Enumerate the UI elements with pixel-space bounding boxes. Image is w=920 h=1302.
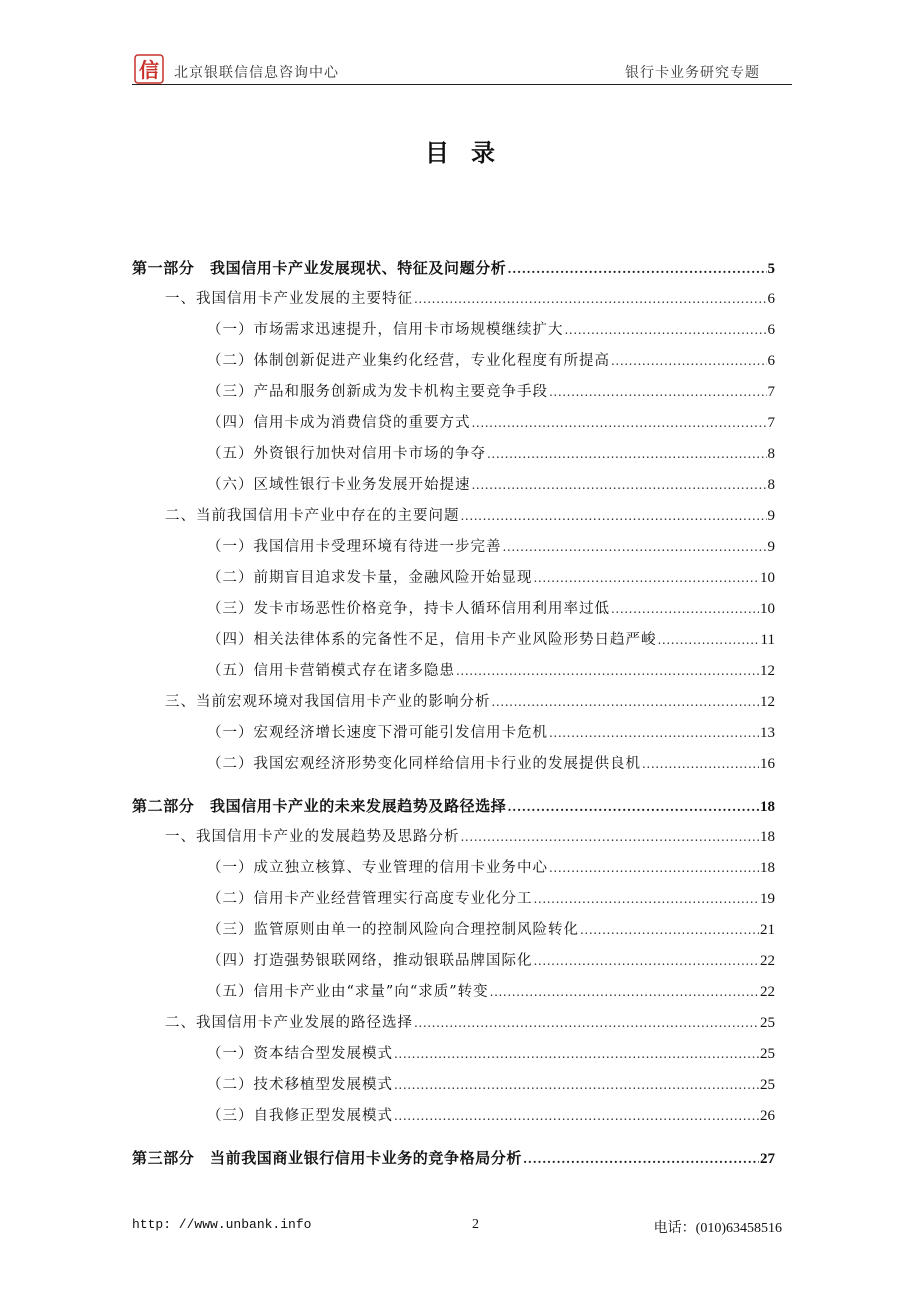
toc-entry-title: （二）体制创新促进产业集约化经营，专业化程度有所提高	[207, 353, 610, 369]
toc-dot-leader	[549, 718, 759, 749]
footer-page-number: 2	[472, 1217, 479, 1232]
toc-entry-page: 7	[767, 415, 775, 431]
toc-entry-page: 6	[767, 353, 775, 369]
toc-entry-title: （四）打造强势银联网络，推动银联品牌国际化	[207, 953, 533, 969]
toc-dot-leader	[472, 408, 767, 439]
toc-entry-sub[interactable]	[132, 915, 775, 946]
toc-entry-page: 18	[760, 860, 775, 876]
toc-entry-part[interactable]	[132, 1142, 775, 1174]
toc-entry-sub[interactable]	[132, 532, 775, 563]
page-title: 目录	[425, 138, 517, 167]
toc-dot-leader	[414, 284, 767, 315]
toc-dot-leader	[490, 977, 759, 1008]
toc-entry-title: （五）外资银行加快对信用卡市场的争夺	[207, 446, 486, 462]
toc-dot-leader	[507, 791, 759, 823]
footer-phone: 电话：(010)63458516	[653, 1221, 782, 1236]
toc-entry-title: 第一部分 我国信用卡产业发展现状、特征及问题分析	[132, 259, 507, 277]
toc-entry-sub[interactable]	[132, 946, 775, 977]
toc-entry-title: 一、我国信用卡产业的发展趋势及思路分析	[165, 829, 460, 845]
toc-entry-title: （三）自我修正型发展模式	[207, 1108, 393, 1124]
toc-entry-page: 18	[760, 799, 775, 815]
toc-entry-page: 16	[760, 756, 775, 772]
toc-entry-title: （一）宏观经济增长速度下滑可能引发信用卡危机	[207, 725, 548, 741]
toc-entry-sec[interactable]	[132, 501, 775, 532]
toc-entry-page: 22	[760, 984, 775, 1000]
toc-entry-page: 6	[767, 322, 775, 338]
toc-dot-leader	[549, 853, 759, 884]
toc-entry-part[interactable]	[132, 790, 775, 822]
toc-entry-title: （二）技术移植型发展模式	[207, 1077, 393, 1093]
toc-dot-leader	[549, 377, 767, 408]
toc-entry-page: 18	[760, 829, 775, 845]
toc-dot-leader	[487, 439, 767, 470]
toc-entry-title: 一、我国信用卡产业发展的主要特征	[165, 291, 413, 307]
toc-entry-page: 12	[760, 663, 775, 679]
toc-entry-sub[interactable]	[132, 594, 775, 625]
toc-entry-title: 三、当前宏观环境对我国信用卡产业的影响分析	[165, 694, 491, 710]
toc-entry-title: （二）前期盲目追求发卡量，金融风险开始显现	[207, 570, 533, 586]
toc-entry-page: 10	[760, 601, 775, 617]
toc-entry-page: 26	[760, 1108, 775, 1124]
toc-entry-page: 22	[760, 953, 775, 969]
toc-entry-title: （五）信用卡营销模式存在诸多隐患	[207, 663, 455, 679]
toc-entry-sub[interactable]	[132, 749, 775, 780]
toc-entry-sec[interactable]	[132, 687, 775, 718]
toc-dot-leader	[394, 1039, 759, 1070]
toc-entry-title: 第二部分 我国信用卡产业的未来发展趋势及路径选择	[132, 797, 507, 815]
toc-entry-title: （六）区域性银行卡业务发展开始提速	[207, 477, 471, 493]
toc-entry-page: 27	[760, 1151, 775, 1167]
toc-dot-leader	[414, 1008, 759, 1039]
toc-entry-title: （四）相关法律体系的完备性不足，信用卡产业风险形势日趋严峻	[207, 632, 657, 648]
toc-entry-page: 13	[760, 725, 775, 741]
toc-entry-sub[interactable]	[132, 563, 775, 594]
toc-dot-leader	[461, 501, 767, 532]
toc-entry-title: （三）产品和服务创新成为发卡机构主要竞争手段	[207, 384, 548, 400]
toc-dot-leader	[611, 594, 759, 625]
toc-entry-title: 第三部分 当前我国商业银行信用卡业务的竞争格局分析	[132, 1149, 523, 1167]
toc-entry-page: 9	[767, 508, 775, 524]
toc-dot-leader	[534, 884, 760, 915]
toc-entry-sub[interactable]	[132, 408, 775, 439]
toc-dot-leader	[394, 1070, 759, 1101]
org-name: 北京银联信信息咨询中心	[174, 65, 339, 81]
toc-entry-title: （五）信用卡产业由“求量”向“求质”转变	[207, 984, 489, 1000]
toc-entry-sub[interactable]	[132, 625, 775, 656]
toc-entry-page: 19	[760, 891, 775, 907]
toc-dot-leader	[394, 1101, 759, 1132]
toc-entry-part[interactable]	[132, 252, 775, 284]
toc-entry-sub[interactable]	[132, 1070, 775, 1101]
toc-entry-page: 10	[760, 570, 775, 586]
toc-dot-leader	[611, 346, 767, 377]
toc-entry-sub[interactable]	[132, 377, 775, 408]
toc-entry-sub[interactable]	[132, 315, 775, 346]
toc-entry-page: 6	[767, 291, 775, 307]
toc-entry-title: 二、当前我国信用卡产业中存在的主要问题	[165, 508, 460, 524]
toc-entry-sub[interactable]	[132, 977, 775, 1008]
toc-entry-sub[interactable]	[132, 1039, 775, 1070]
toc-entry-page: 8	[767, 446, 775, 462]
toc-dot-leader	[658, 625, 760, 656]
toc-entry-sub[interactable]	[132, 470, 775, 501]
toc-entry-page: 7	[767, 384, 775, 400]
toc-dot-leader	[507, 253, 766, 285]
toc-entry-sub[interactable]	[132, 1101, 775, 1132]
toc-entry-title: （一）我国信用卡受理环境有待进一步完善	[207, 539, 502, 555]
toc-dot-leader	[492, 687, 760, 718]
unbank-logo-icon	[134, 54, 164, 84]
toc-entry-title: （四）信用卡成为消费信贷的重要方式	[207, 415, 471, 431]
report-topic: 银行卡业务研究专题	[625, 65, 760, 81]
toc-entry-sec[interactable]	[132, 822, 775, 853]
toc-entry-title: （二）我国宏观经济形势变化同样给信用卡行业的发展提供良机	[207, 756, 641, 772]
toc-entry-page: 25	[760, 1015, 775, 1031]
toc-entry-sub[interactable]	[132, 853, 775, 884]
toc-dot-leader	[534, 946, 760, 977]
toc-dot-leader	[503, 532, 767, 563]
table-of-contents	[132, 252, 775, 1174]
toc-part-gap	[132, 1132, 775, 1142]
toc-entry-title: （一）成立独立核算、专业管理的信用卡业务中心	[207, 860, 548, 876]
toc-entry-sub[interactable]	[132, 656, 775, 687]
toc-dot-leader	[472, 470, 767, 501]
toc-entry-sec[interactable]	[132, 1008, 775, 1039]
toc-entry-sub[interactable]	[132, 439, 775, 470]
toc-entry-page: 25	[760, 1077, 775, 1093]
toc-entry-title: （一）市场需求迅速提升，信用卡市场规模继续扩大	[207, 322, 564, 338]
footer-url[interactable]: http: //www.unbank.info	[132, 1217, 312, 1232]
toc-entry-title: （三）发卡市场恶性价格竞争，持卡人循环信用利用率过低	[207, 601, 610, 617]
toc-dot-leader	[456, 656, 759, 687]
toc-entry-page: 25	[760, 1046, 775, 1062]
toc-entry-title: 二、我国信用卡产业发展的路径选择	[165, 1015, 413, 1031]
toc-entry-sec[interactable]	[132, 284, 775, 315]
logo-char: 信	[139, 58, 159, 82]
toc-entry-page: 8	[767, 477, 775, 493]
toc-entry-page: 9	[767, 539, 775, 555]
toc-dot-leader	[523, 1143, 759, 1175]
toc-dot-leader	[565, 315, 767, 346]
toc-entry-sub[interactable]	[132, 718, 775, 749]
toc-entry-sub[interactable]	[132, 884, 775, 915]
page-footer	[132, 1217, 782, 1237]
toc-dot-leader	[461, 822, 760, 853]
toc-entry-page: 21	[760, 922, 775, 938]
toc-entry-title: （一）资本结合型发展模式	[207, 1046, 393, 1062]
toc-entry-sub[interactable]	[132, 346, 775, 377]
toc-dot-leader	[534, 563, 760, 594]
toc-entry-title: （三）监管原则由单一的控制风险向合理控制风险转化	[207, 922, 579, 938]
toc-dot-leader	[642, 749, 759, 780]
toc-dot-leader	[580, 915, 759, 946]
toc-entry-page: 12	[760, 694, 775, 710]
toc-entry-title: （二）信用卡产业经营管理实行高度专业化分工	[207, 891, 533, 907]
toc-entry-page: 11	[760, 632, 775, 648]
toc-entry-page: 5	[767, 261, 775, 277]
page-header	[132, 58, 792, 85]
toc-part-gap	[132, 780, 775, 790]
